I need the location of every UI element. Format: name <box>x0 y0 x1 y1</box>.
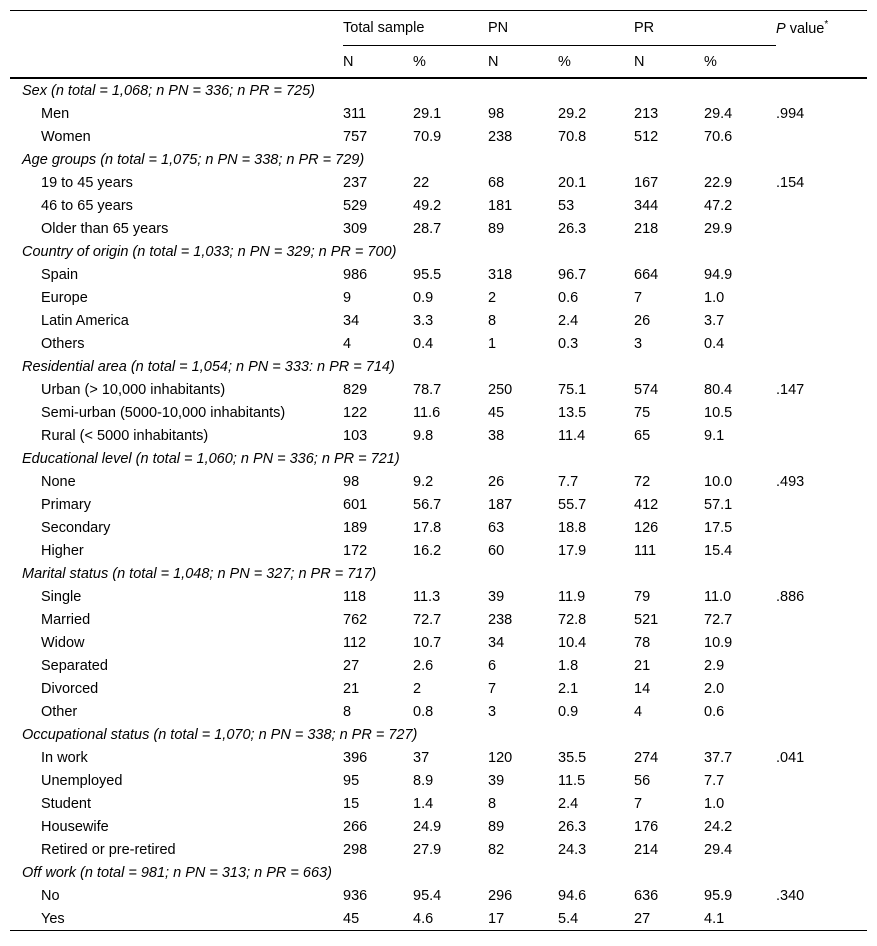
value-cell: 17.9 <box>558 542 587 559</box>
value-cell: 189 <box>343 519 368 536</box>
value-cell: 237 <box>343 174 368 191</box>
section-title: Country of origin (n total = 1,033; n PN = 329; n PR = 700) <box>22 243 397 260</box>
value-cell: 68 <box>488 174 505 191</box>
value-cell: 0.6 <box>558 289 579 306</box>
value-cell: 26 <box>634 312 651 329</box>
p-value-cell <box>776 631 867 654</box>
value-cell: 936 <box>343 887 368 904</box>
row-label: Spain <box>41 266 79 283</box>
value-cell: 37 <box>413 749 430 766</box>
value-cell: 0.8 <box>413 703 434 720</box>
value-cell: 3 <box>634 335 643 352</box>
table-row <box>10 217 867 240</box>
value-cell: 94.9 <box>704 266 733 283</box>
value-cell: 274 <box>634 749 659 766</box>
value-cell: 9 <box>343 289 352 306</box>
value-cell: 122 <box>343 404 368 421</box>
value-cell: 111 <box>634 542 657 559</box>
row-label: Europe <box>41 289 88 306</box>
p-value-cell: .994 <box>776 105 805 122</box>
value-cell: 112 <box>343 634 367 651</box>
value-cell: 238 <box>488 611 513 628</box>
p-value-cell <box>776 815 867 838</box>
value-cell: 22.9 <box>704 174 733 191</box>
value-cell: 762 <box>343 611 368 628</box>
value-cell: 72.7 <box>704 611 733 628</box>
p-value-cell <box>776 792 867 815</box>
value-cell: 70.8 <box>558 128 587 145</box>
value-cell: 7.7 <box>704 772 725 789</box>
value-cell: 20.1 <box>558 174 587 191</box>
value-cell: 120 <box>488 749 513 766</box>
value-cell: 11.6 <box>413 404 441 421</box>
value-cell: 6 <box>488 657 497 674</box>
value-cell: 2 <box>488 289 497 306</box>
row-label: Single <box>41 588 82 605</box>
value-cell: 80.4 <box>704 381 733 398</box>
value-cell: 70.6 <box>704 128 733 145</box>
value-cell: 601 <box>343 496 368 513</box>
value-cell: 311 <box>343 105 367 122</box>
p-value-cell <box>776 263 867 286</box>
table-row <box>10 424 867 447</box>
row-label: Urban (> 10,000 inhabitants) <box>41 381 226 398</box>
value-cell: 39 <box>488 772 505 789</box>
value-cell: 27 <box>634 910 651 927</box>
value-cell: 412 <box>634 496 659 513</box>
section-header-row <box>10 240 867 263</box>
n-header: N <box>488 53 499 70</box>
value-cell: 9.8 <box>413 427 434 444</box>
value-cell: 664 <box>634 266 659 283</box>
value-cell: 72.8 <box>558 611 587 628</box>
value-cell: 29.1 <box>413 105 442 122</box>
value-cell: 2.1 <box>558 680 579 697</box>
value-cell: 28.7 <box>413 220 442 237</box>
row-label: Rural (< 5000 inhabitants) <box>41 427 209 444</box>
value-cell: 47.2 <box>704 197 733 214</box>
value-cell: 15 <box>343 795 360 812</box>
row-label: Divorced <box>41 680 99 697</box>
row-label: Married <box>41 611 91 628</box>
value-cell: 181 <box>488 197 513 214</box>
p-value-cell <box>776 194 867 217</box>
value-cell: 0.9 <box>413 289 434 306</box>
value-cell: 1.0 <box>704 795 725 812</box>
value-cell: 39 <box>488 588 505 605</box>
row-label: No <box>41 887 60 904</box>
row-label: Other <box>41 703 78 720</box>
value-cell: 574 <box>634 381 659 398</box>
value-cell: 2.4 <box>558 795 579 812</box>
value-cell: 10.4 <box>558 634 587 651</box>
value-cell: 96.7 <box>558 266 587 283</box>
value-cell: 70.9 <box>413 128 442 145</box>
table-row <box>10 677 867 700</box>
value-cell: 238 <box>488 128 513 145</box>
value-cell: 72 <box>634 473 651 490</box>
value-cell: 529 <box>343 197 368 214</box>
total-sample-header: Total sample <box>343 11 488 46</box>
value-cell: 15.4 <box>704 542 733 559</box>
value-cell: 38 <box>488 427 505 444</box>
row-label: Semi-urban (5000-10,000 inhabitants) <box>41 404 286 421</box>
p-value-cell <box>776 424 867 447</box>
value-cell: 2.6 <box>413 657 434 674</box>
value-cell: 986 <box>343 266 368 283</box>
pct-header: % <box>558 53 571 70</box>
table-row <box>10 309 867 332</box>
p-value-cell <box>776 286 867 309</box>
row-label: Higher <box>41 542 84 559</box>
value-cell: 3.7 <box>704 312 725 329</box>
p-value-cell: .154 <box>776 174 805 191</box>
value-cell: 21 <box>343 680 360 697</box>
value-cell: 56 <box>634 772 651 789</box>
value-cell: 3 <box>488 703 497 720</box>
value-cell: 17.5 <box>704 519 733 536</box>
value-cell: 7 <box>634 795 643 812</box>
row-label: Yes <box>41 910 65 927</box>
table-row <box>10 746 867 769</box>
table-row <box>10 631 867 654</box>
section-header-row <box>10 78 867 102</box>
value-cell: 126 <box>634 519 659 536</box>
value-cell: 56.7 <box>413 496 442 513</box>
row-label: In work <box>41 749 88 766</box>
section-title: Educational level (n total = 1,060; n PN = 336; n PR = 721) <box>22 450 400 467</box>
section-header-row <box>10 861 867 884</box>
table-row <box>10 539 867 562</box>
row-label: 46 to 65 years <box>41 197 133 214</box>
table-row <box>10 700 867 723</box>
value-cell: 4 <box>343 335 352 352</box>
section-header-row <box>10 355 867 378</box>
value-cell: 34 <box>343 312 360 329</box>
table-row <box>10 792 867 815</box>
corner-cell <box>10 11 343 46</box>
value-cell: 296 <box>488 887 513 904</box>
value-cell: 13.5 <box>558 404 587 421</box>
p-value-cell: .340 <box>776 887 805 904</box>
value-cell: 2.4 <box>558 312 579 329</box>
table-row <box>10 286 867 309</box>
value-cell: 78 <box>634 634 651 651</box>
table-row <box>10 608 867 631</box>
value-cell: 8 <box>343 703 352 720</box>
value-cell: 187 <box>488 496 513 513</box>
value-cell: 14 <box>634 680 651 697</box>
table-row <box>10 378 867 401</box>
value-cell: 72.7 <box>413 611 442 628</box>
value-cell: 65 <box>634 427 651 444</box>
table-row <box>10 102 867 125</box>
value-cell: 4.1 <box>704 910 725 927</box>
table-row <box>10 585 867 608</box>
value-cell: 11.0 <box>704 588 732 605</box>
value-cell: 53 <box>558 197 575 214</box>
value-cell: 89 <box>488 220 505 237</box>
value-cell: 11.5 <box>558 772 586 789</box>
row-label: Housewife <box>41 818 109 835</box>
value-cell: 29.4 <box>704 105 733 122</box>
value-cell: 11.3 <box>413 588 441 605</box>
value-cell: 29.4 <box>704 841 733 858</box>
section-header-row <box>10 562 867 585</box>
value-cell: 8.9 <box>413 772 434 789</box>
value-cell: 213 <box>634 105 659 122</box>
table-row <box>10 516 867 539</box>
value-cell: 0.4 <box>704 335 725 352</box>
table-row <box>10 470 867 493</box>
value-cell: 2.9 <box>704 657 725 674</box>
value-cell: 27 <box>343 657 360 674</box>
p-value-cell <box>776 654 867 677</box>
table-row <box>10 654 867 677</box>
value-cell: 98 <box>343 473 360 490</box>
value-cell: 75 <box>634 404 651 421</box>
value-cell: 11.9 <box>558 588 586 605</box>
value-cell: 214 <box>634 841 659 858</box>
value-cell: 512 <box>634 128 659 145</box>
pn-header: PN <box>488 11 634 46</box>
value-cell: 829 <box>343 381 368 398</box>
value-cell: 27.9 <box>413 841 442 858</box>
row-label: Separated <box>41 657 108 674</box>
value-cell: 35.5 <box>558 749 587 766</box>
value-cell: 24.9 <box>413 818 442 835</box>
value-cell: 344 <box>634 197 659 214</box>
p-value-cell <box>776 907 867 931</box>
value-cell: 95.4 <box>413 887 442 904</box>
section-title: Residential area (n total = 1,054; n PN = 333: n PR = 714) <box>22 358 395 375</box>
value-cell: 17 <box>488 910 505 927</box>
table-row <box>10 125 867 148</box>
value-cell: 22 <box>413 174 430 191</box>
value-cell: 218 <box>634 220 659 237</box>
section-header-row <box>10 148 867 171</box>
p-value-cell <box>776 677 867 700</box>
p-value-cell <box>776 516 867 539</box>
value-cell: 16.2 <box>413 542 442 559</box>
value-cell: 0.6 <box>704 703 725 720</box>
table-row <box>10 838 867 861</box>
value-cell: 3.3 <box>413 312 434 329</box>
table-row <box>10 194 867 217</box>
row-label: 19 to 45 years <box>41 174 133 191</box>
value-cell: 1.0 <box>704 289 725 306</box>
value-cell: 636 <box>634 887 659 904</box>
p-value-cell: .886 <box>776 588 805 605</box>
p-value-cell: .041 <box>776 749 805 766</box>
table-row <box>10 884 867 907</box>
value-cell: 49.2 <box>413 197 442 214</box>
p-value-cell <box>776 700 867 723</box>
value-cell: 4.6 <box>413 910 434 927</box>
value-cell: 8 <box>488 795 497 812</box>
value-cell: 17.8 <box>413 519 442 536</box>
section-title: Marital status (n total = 1,048; n PN = 327; n PR = 717) <box>22 565 377 582</box>
row-label: Others <box>41 335 85 352</box>
value-cell: 167 <box>634 174 659 191</box>
value-cell: 1.4 <box>413 795 434 812</box>
value-cell: 78.7 <box>413 381 442 398</box>
value-cell: 309 <box>343 220 368 237</box>
value-cell: 250 <box>488 381 513 398</box>
p-value-cell <box>776 309 867 332</box>
p-value-header: P value* <box>776 19 829 38</box>
value-cell: 2 <box>413 680 422 697</box>
value-cell: 0.3 <box>558 335 579 352</box>
value-cell: 11.4 <box>558 427 586 444</box>
value-cell: 94.6 <box>558 887 587 904</box>
section-title: Occupational status (n total = 1,070; n PN = 338; n PR = 727) <box>22 726 418 743</box>
demographics-table <box>10 10 867 931</box>
value-cell: 1 <box>488 335 497 352</box>
section-title: Sex (n total = 1,068; n PN = 336; n PR = 725) <box>22 82 316 99</box>
value-cell: 9.2 <box>413 473 434 490</box>
n-header: N <box>634 53 645 70</box>
p-value-cell <box>776 401 867 424</box>
value-cell: 98 <box>488 105 505 122</box>
value-cell: 10.5 <box>704 404 733 421</box>
value-cell: 118 <box>343 588 367 605</box>
pct-header: % <box>413 53 426 70</box>
table-body <box>10 78 867 931</box>
section-header-row <box>10 723 867 746</box>
p-value-cell: .493 <box>776 473 805 490</box>
row-label: Unemployed <box>41 772 123 789</box>
value-cell: 26.3 <box>558 220 587 237</box>
table-row <box>10 171 867 194</box>
value-cell: 55.7 <box>558 496 587 513</box>
value-cell: 24.2 <box>704 818 733 835</box>
value-cell: 26 <box>488 473 505 490</box>
value-cell: 318 <box>488 266 513 283</box>
value-cell: 298 <box>343 841 368 858</box>
value-cell: 37.7 <box>704 749 733 766</box>
pr-header: PR <box>634 11 776 46</box>
value-cell: 7 <box>488 680 497 697</box>
value-cell: 757 <box>343 128 368 145</box>
value-cell: 2.0 <box>704 680 725 697</box>
value-cell: 75.1 <box>558 381 587 398</box>
value-cell: 1.8 <box>558 657 579 674</box>
p-value-cell <box>776 769 867 792</box>
table-row <box>10 769 867 792</box>
value-cell: 24.3 <box>558 841 587 858</box>
value-cell: 82 <box>488 841 505 858</box>
value-cell: 34 <box>488 634 505 651</box>
value-cell: 5.4 <box>558 910 579 927</box>
p-value-cell: .147 <box>776 381 805 398</box>
row-label: Older than 65 years <box>41 220 169 237</box>
table-row <box>10 815 867 838</box>
row-label: Latin America <box>41 312 129 329</box>
table-row <box>10 401 867 424</box>
value-cell: 60 <box>488 542 505 559</box>
value-cell: 266 <box>343 818 368 835</box>
value-cell: 521 <box>634 611 659 628</box>
section-title: Age groups (n total = 1,075; n PN = 338; n PR = 729) <box>22 151 365 168</box>
value-cell: 10.0 <box>704 473 733 490</box>
value-cell: 63 <box>488 519 505 536</box>
table-row <box>10 263 867 286</box>
n-header: N <box>343 53 354 70</box>
value-cell: 396 <box>343 749 368 766</box>
table-row <box>10 907 867 931</box>
value-cell: 45 <box>488 404 505 421</box>
value-cell: 95.5 <box>413 266 442 283</box>
p-value-cell <box>776 493 867 516</box>
value-cell: 7 <box>634 289 643 306</box>
row-label: Student <box>41 795 91 812</box>
value-cell: 176 <box>634 818 659 835</box>
value-cell: 103 <box>343 427 368 444</box>
row-label: Retired or pre-retired <box>41 841 176 858</box>
value-cell: 29.9 <box>704 220 733 237</box>
value-cell: 172 <box>343 542 368 559</box>
p-value-cell <box>776 217 867 240</box>
row-label: None <box>41 473 76 490</box>
pct-header: % <box>704 53 717 70</box>
section-header-row <box>10 447 867 470</box>
row-label: Men <box>41 105 70 122</box>
value-cell: 79 <box>634 588 651 605</box>
p-value-cell <box>776 539 867 562</box>
value-cell: 89 <box>488 818 505 835</box>
p-value-cell <box>776 332 867 355</box>
p-value-cell <box>776 608 867 631</box>
row-label: Secondary <box>41 519 111 536</box>
value-cell: 95 <box>343 772 360 789</box>
p-value-cell <box>776 125 867 148</box>
value-cell: 18.8 <box>558 519 587 536</box>
table-row <box>10 493 867 516</box>
section-title: Off work (n total = 981; n PN = 313; n PR = 663) <box>22 864 332 881</box>
value-cell: 10.7 <box>413 634 442 651</box>
p-value-cell <box>776 838 867 861</box>
row-label: Women <box>41 128 91 145</box>
value-cell: 0.9 <box>558 703 579 720</box>
value-cell: 8 <box>488 312 497 329</box>
table-row <box>10 332 867 355</box>
row-label: Widow <box>41 634 85 651</box>
value-cell: 21 <box>634 657 651 674</box>
value-cell: 4 <box>634 703 643 720</box>
value-cell: 95.9 <box>704 887 733 904</box>
value-cell: 10.9 <box>704 634 733 651</box>
value-cell: 26.3 <box>558 818 587 835</box>
value-cell: 7.7 <box>558 473 579 490</box>
value-cell: 57.1 <box>704 496 733 513</box>
row-label: Primary <box>41 496 91 513</box>
value-cell: 0.4 <box>413 335 434 352</box>
value-cell: 29.2 <box>558 105 587 122</box>
value-cell: 9.1 <box>704 427 725 444</box>
value-cell: 45 <box>343 910 360 927</box>
